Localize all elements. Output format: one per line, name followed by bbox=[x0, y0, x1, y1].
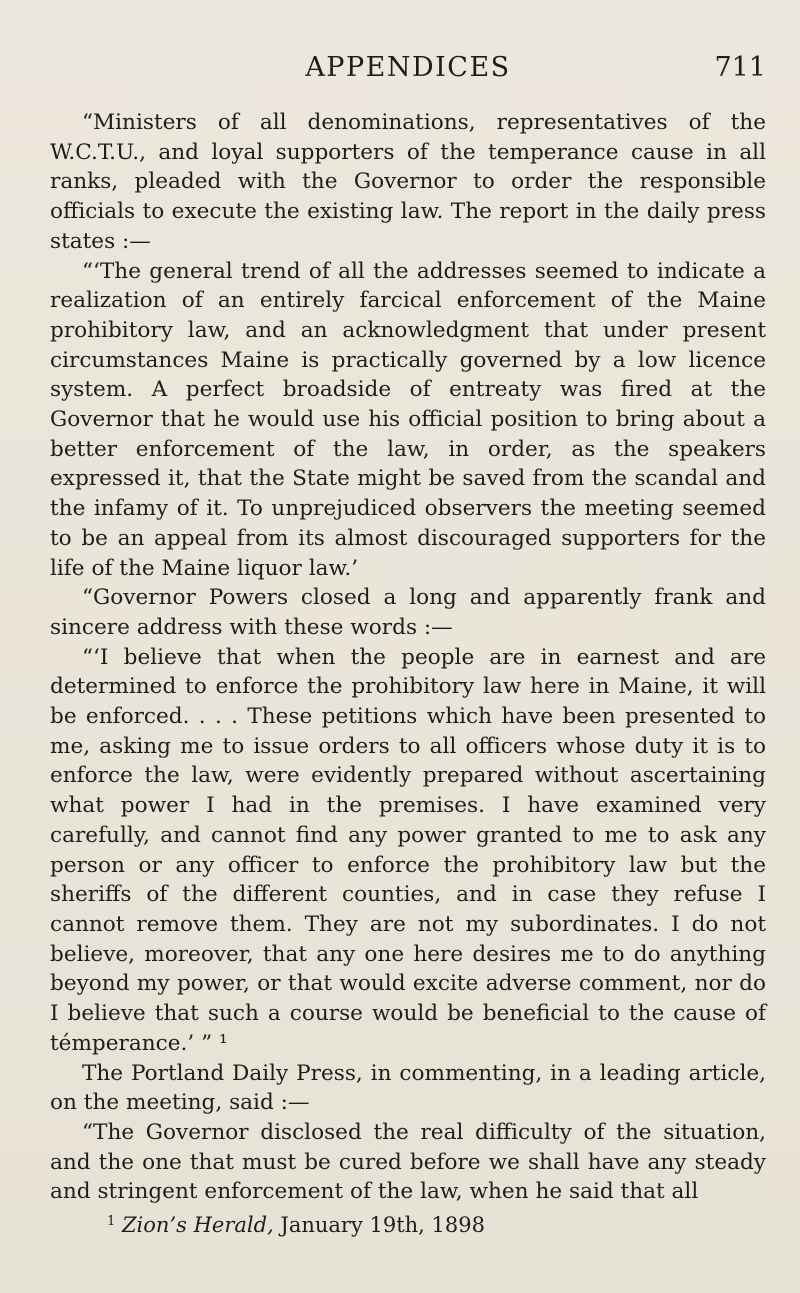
paragraph: “Governor Powers closed a long and apparently frank and sincere address with these words :— bbox=[50, 585, 766, 640]
paragraph: The Portland Daily Press, in commenting, in a leading article, on the meeting, said :— bbox=[50, 1060, 766, 1116]
paragraph: “‘The general trend of all the addresses seemed to indicate a realization of an entirely farcical enforcement of the Maine prohibitory law, and an acknowledgment that under present circumstances Maine is practically governed by a low licence system. A perfect broadside of entreaty was fired at the Governor that he would use his official position to bring about a better enforcement of the law, in order, as the speakers expressed it, that the State might be saved from the scandal and the infamy of it. To unprejudiced observers the meeting seemed to be an appeal from its almost discouraged supporters for the life of the Maine liquor law.’ bbox=[50, 258, 766, 581]
paragraph: “The Governor disclosed the real difficulty of the situation, and the one that must be cured before we shall have any steady and stringent enforcement of the law, when he said that all bbox=[50, 1119, 766, 1205]
footnote-date: January 19th, 1898 bbox=[280, 1213, 485, 1238]
page-number: 711 bbox=[714, 52, 766, 83]
footnote bbox=[50, 1207, 766, 1240]
footnote-source: Zion’s Herald, bbox=[121, 1213, 274, 1238]
body-text bbox=[50, 108, 766, 1207]
running-title: APPENDICES bbox=[305, 52, 511, 83]
running-header bbox=[50, 48, 766, 88]
footnote-marker: 1 bbox=[107, 1214, 116, 1230]
paragraph: “‘I believe that when the people are in earnest and are determined to enforce the prohibitory law here in Maine, it will be enforced. . . . These petitions which have been presented to me, asking me to issue orders to all officers whose duty it is to enforce the law, were evidently prepared without ascertaining what power I had in the premises. I have examined very carefully, and cannot find any power granted to me to ask any person or any officer to enforce the prohibitory law but the sheriffs of the different counties, and in case they refuse I cannot remove them. They are not my subordinates. I do not believe, moreover, that any one here desires me to do anything beyond my power, or that would excite adverse comment, nor do I believe that such a course would be beneficial to the cause of témperance.’ ” ¹ bbox=[50, 644, 766, 1056]
paragraph: “Ministers of all denominations, representatives of the W.C.T.U., and loyal supporters of the temperance cause in all ranks, pleaded with the Governor to order the responsible officials to execute the existing law. The report in the daily press states :— bbox=[50, 110, 766, 254]
